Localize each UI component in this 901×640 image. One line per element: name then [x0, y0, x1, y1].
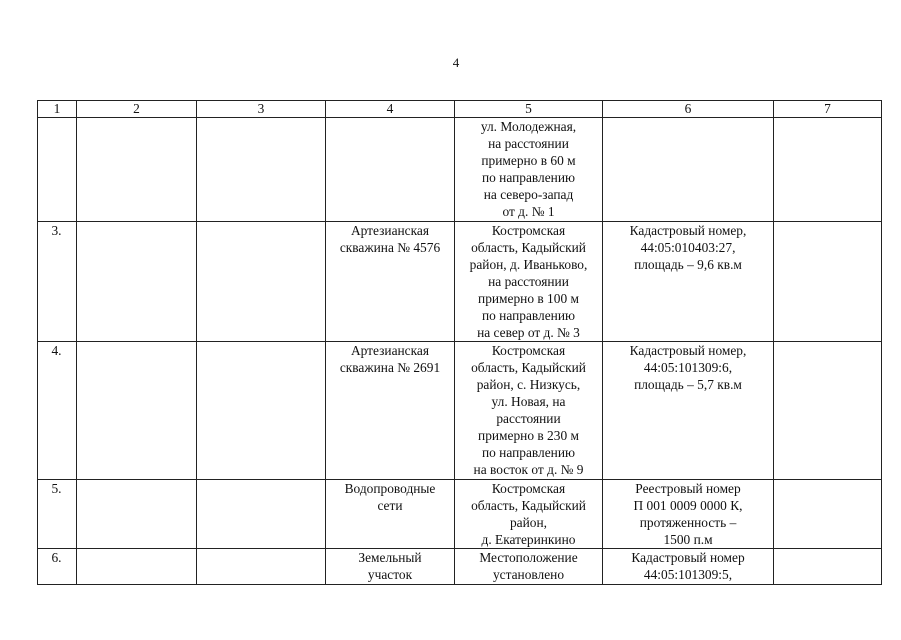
- table-cell: [77, 480, 197, 549]
- location-cell: Костромская область, Кадыйский район, д. Екатеринкино: [455, 480, 603, 549]
- registry-table: [37, 100, 882, 585]
- row-number-cell: 4.: [38, 342, 77, 480]
- table-row: [38, 342, 882, 480]
- characteristics-cell: Кадастровый номер, 44:05:010403:27, площадь – 9,6 кв.м: [603, 222, 774, 342]
- column-header: 4: [326, 101, 455, 118]
- characteristics-cell: Реестровый номер П 001 0009 0000 К, протяженность – 1500 п.м: [603, 480, 774, 549]
- table-cell: [197, 480, 326, 549]
- table-cell: [77, 549, 197, 585]
- location-cell: Костромская область, Кадыйский район, с. Низкусь, ул. Новая, на расстоянии примерно в 230 м по направлению на восток от д. № 9: [455, 342, 603, 480]
- table-cell: [774, 118, 882, 222]
- object-name-cell: Водопроводные сети: [326, 480, 455, 549]
- characteristics-cell: [603, 118, 774, 222]
- column-header: 3: [197, 101, 326, 118]
- table-row: [38, 549, 882, 585]
- page-number: 4: [452, 55, 460, 70]
- location-cell: Местоположение установлено: [455, 549, 603, 585]
- location-cell: ул. Молодежная, на расстоянии примерно в 60 м по направлению на северо-запад от д. № 1: [455, 118, 603, 222]
- table-cell: [77, 118, 197, 222]
- characteristics-cell: Кадастровый номер, 44:05:101309:6, площадь – 5,7 кв.м: [603, 342, 774, 480]
- column-header: 1: [38, 101, 77, 118]
- table-cell: [77, 342, 197, 480]
- column-header: 6: [603, 101, 774, 118]
- table-cell: [77, 222, 197, 342]
- object-name-cell: Артезианская скважина № 2691: [326, 342, 455, 480]
- table-cell: [774, 342, 882, 480]
- table-row: [38, 480, 882, 549]
- location-cell: Костромская область, Кадыйский район, д. Иваньково, на расстоянии примерно в 100 м по направлению на север от д. № 3: [455, 222, 603, 342]
- table-cell: [197, 222, 326, 342]
- object-name-cell: Артезианская скважина № 4576: [326, 222, 455, 342]
- row-number-cell: 3.: [38, 222, 77, 342]
- column-header: 7: [774, 101, 882, 118]
- table-row: [38, 222, 882, 342]
- table-cell: [774, 222, 882, 342]
- row-number-cell: 6.: [38, 549, 77, 585]
- column-header: 5: [455, 101, 603, 118]
- row-number-cell: 5.: [38, 480, 77, 549]
- object-name-cell: Земельный участок: [326, 549, 455, 585]
- row-number-cell: [38, 118, 77, 222]
- table-cell: [197, 549, 326, 585]
- table-header-row: [38, 101, 882, 118]
- table-cell: [774, 549, 882, 585]
- table-cell: [774, 480, 882, 549]
- table-row: [38, 118, 882, 222]
- object-name-cell: [326, 118, 455, 222]
- characteristics-cell: Кадастровый номер 44:05:101309:5,: [603, 549, 774, 585]
- table-cell: [197, 118, 326, 222]
- table-cell: [197, 342, 326, 480]
- column-header: 2: [77, 101, 197, 118]
